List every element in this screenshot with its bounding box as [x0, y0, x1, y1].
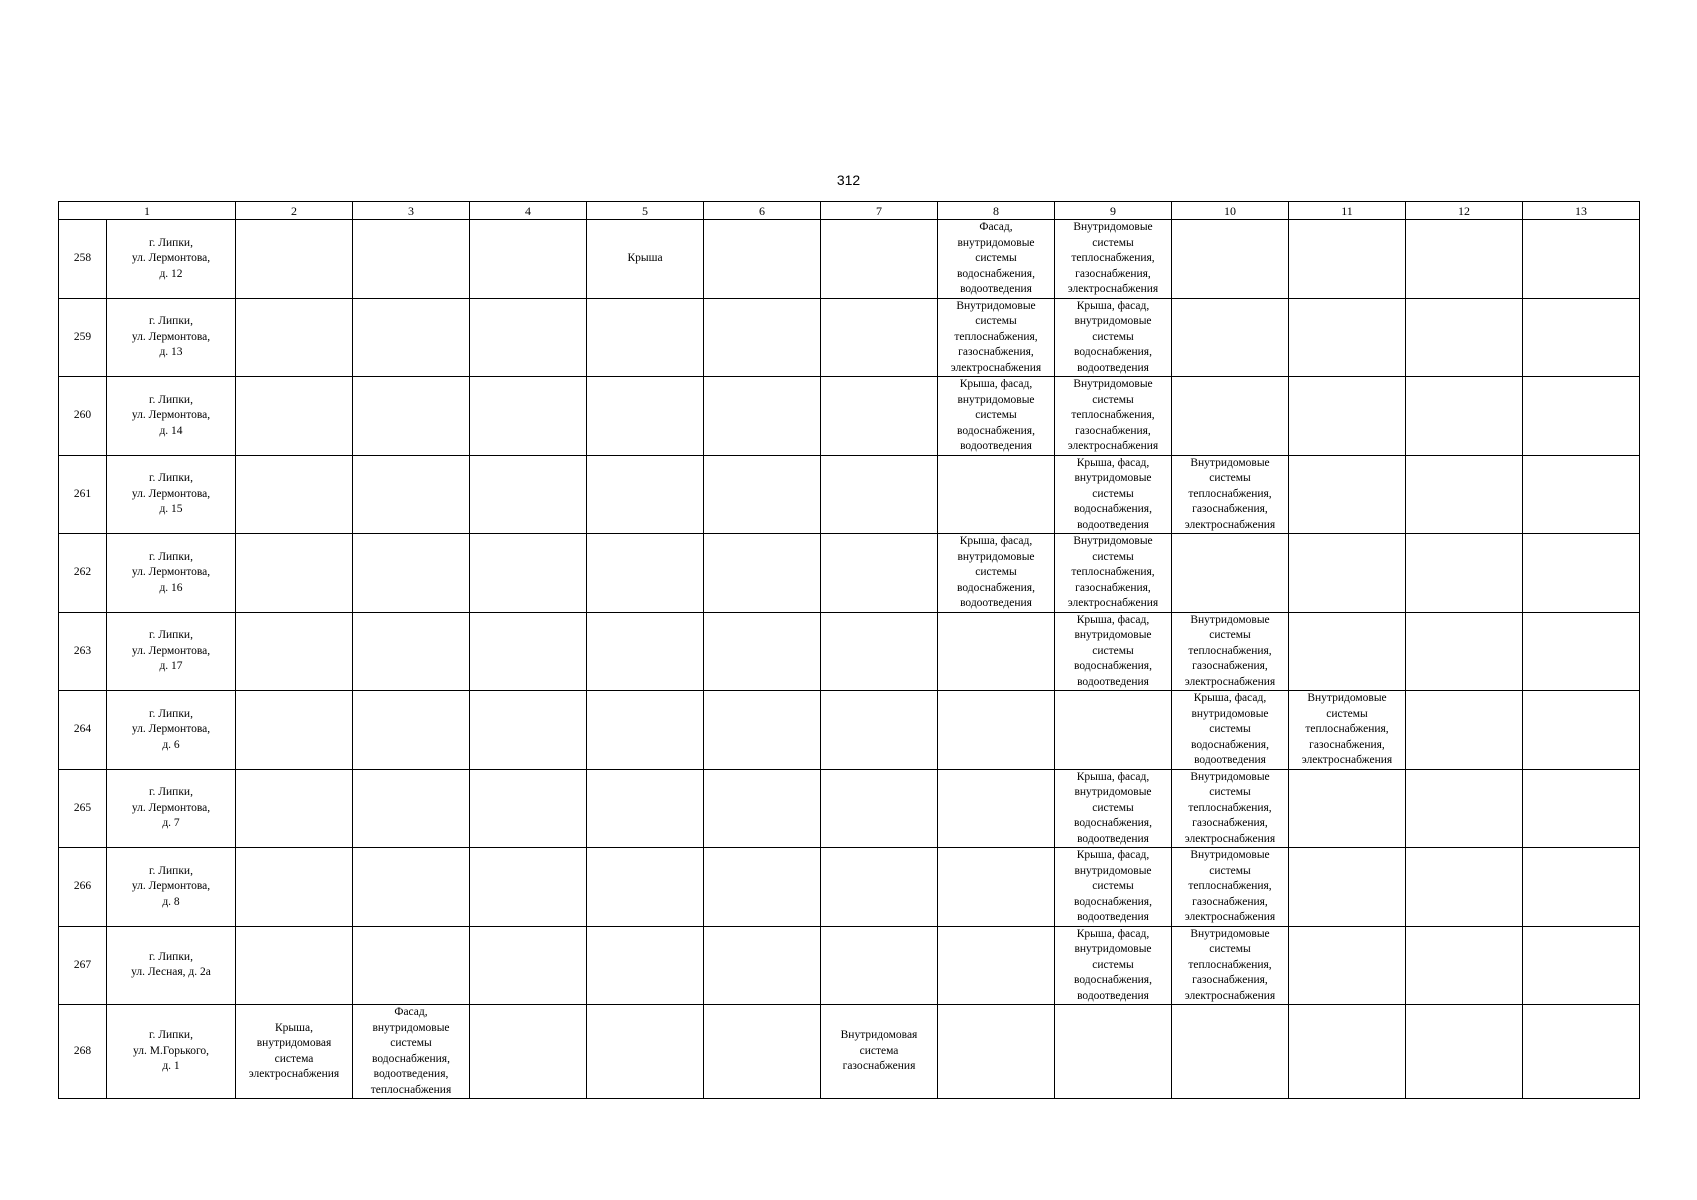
work-cell-col-3	[353, 612, 470, 691]
work-cell-col-4	[470, 926, 587, 1005]
row-number: 258	[59, 220, 107, 299]
row-number: 261	[59, 455, 107, 534]
work-cell-col-8	[938, 1005, 1055, 1099]
work-cell-col-7	[821, 298, 938, 377]
work-cell-col-6	[704, 534, 821, 613]
header-cell-4: 4	[470, 202, 587, 220]
row-number: 264	[59, 691, 107, 770]
work-cell-col-5	[587, 769, 704, 848]
work-cell-col-6	[704, 691, 821, 770]
work-cell-col-11	[1289, 298, 1406, 377]
work-cell-col-11	[1289, 769, 1406, 848]
work-cell-col-6	[704, 377, 821, 456]
work-cell-col-8	[938, 926, 1055, 1005]
work-cell-col-12	[1406, 220, 1523, 299]
address-cell: г. Липки, ул. Лермонтова, д. 7	[107, 769, 236, 848]
work-cell-col-6	[704, 926, 821, 1005]
work-cell-col-5	[587, 534, 704, 613]
work-cell-col-10	[1172, 377, 1289, 456]
table-row	[59, 926, 1640, 1005]
work-cell-col-5	[587, 612, 704, 691]
work-cell-col-3	[353, 455, 470, 534]
header-cell-8: 8	[938, 202, 1055, 220]
work-cell-col-2	[236, 534, 353, 613]
work-cell-col-7	[821, 534, 938, 613]
work-cell-col-9	[1055, 1005, 1172, 1099]
work-cell-col-6	[704, 298, 821, 377]
work-cell-col-5: Крыша	[587, 220, 704, 299]
work-cell-col-10	[1172, 1005, 1289, 1099]
work-cell-col-11	[1289, 926, 1406, 1005]
row-number: 266	[59, 848, 107, 927]
work-cell-col-10	[1172, 298, 1289, 377]
work-cell-col-8	[938, 455, 1055, 534]
work-cell-col-7	[821, 220, 938, 299]
work-cell-col-12	[1406, 926, 1523, 1005]
work-cell-col-13	[1523, 534, 1640, 613]
work-cell-col-9: Внутридомовые системы теплоснабжения, газоснабжения, электроснабжения	[1055, 220, 1172, 299]
row-number: 262	[59, 534, 107, 613]
table-row	[59, 534, 1640, 613]
work-cell-col-2	[236, 377, 353, 456]
work-cell-col-6	[704, 1005, 821, 1099]
work-cell-col-9: Крыша, фасад, внутридомовые системы водоснабжения, водоотведения	[1055, 769, 1172, 848]
work-cell-col-13	[1523, 691, 1640, 770]
work-cell-col-7	[821, 377, 938, 456]
header-cell-11: 11	[1289, 202, 1406, 220]
work-cell-col-5	[587, 377, 704, 456]
work-cell-col-8	[938, 691, 1055, 770]
work-cell-col-3	[353, 534, 470, 613]
address-cell: г. Липки, ул. Лесная, д. 2а	[107, 926, 236, 1005]
table-row	[59, 848, 1640, 927]
work-cell-col-9: Крыша, фасад, внутридомовые системы водоснабжения, водоотведения	[1055, 848, 1172, 927]
work-cell-col-3	[353, 220, 470, 299]
address-cell: г. Липки, ул. Лермонтова, д. 8	[107, 848, 236, 927]
row-number: 259	[59, 298, 107, 377]
work-cell-col-11	[1289, 1005, 1406, 1099]
work-cell-col-7	[821, 769, 938, 848]
work-cell-col-2	[236, 848, 353, 927]
work-cell-col-6	[704, 769, 821, 848]
work-cell-col-10: Внутридомовые системы теплоснабжения, газоснабжения, электроснабжения	[1172, 612, 1289, 691]
table-row	[59, 377, 1640, 456]
work-cell-col-3	[353, 926, 470, 1005]
work-cell-col-12	[1406, 534, 1523, 613]
work-cell-col-3	[353, 769, 470, 848]
work-cell-col-13	[1523, 848, 1640, 927]
header-cell-6: 6	[704, 202, 821, 220]
work-cell-col-6	[704, 848, 821, 927]
work-cell-col-11	[1289, 534, 1406, 613]
work-cell-col-2	[236, 769, 353, 848]
work-cell-col-6	[704, 455, 821, 534]
work-cell-col-9: Крыша, фасад, внутридомовые системы водоснабжения, водоотведения	[1055, 298, 1172, 377]
row-number: 265	[59, 769, 107, 848]
address-cell: г. Липки, ул. Лермонтова, д. 15	[107, 455, 236, 534]
work-cell-col-10	[1172, 220, 1289, 299]
address-cell: г. Липки, ул. Лермонтова, д. 6	[107, 691, 236, 770]
address-cell: г. Липки, ул. Лермонтова, д. 14	[107, 377, 236, 456]
table-row	[59, 612, 1640, 691]
header-cell-3: 3	[353, 202, 470, 220]
work-cell-col-10: Внутридомовые системы теплоснабжения, газоснабжения, электроснабжения	[1172, 455, 1289, 534]
work-cell-col-9: Внутридомовые системы теплоснабжения, газоснабжения, электроснабжения	[1055, 377, 1172, 456]
work-cell-col-11	[1289, 455, 1406, 534]
work-cell-col-5	[587, 926, 704, 1005]
work-cell-col-9: Крыша, фасад, внутридомовые системы водоснабжения, водоотведения	[1055, 455, 1172, 534]
header-cell-1: 1	[59, 202, 236, 220]
work-cell-col-13	[1523, 926, 1640, 1005]
table-row	[59, 691, 1640, 770]
work-cell-col-5	[587, 298, 704, 377]
work-cell-col-11: Внутридомовые системы теплоснабжения, газоснабжения, электроснабжения	[1289, 691, 1406, 770]
work-cell-col-8	[938, 612, 1055, 691]
table-row	[59, 298, 1640, 377]
table-row	[59, 1005, 1640, 1099]
work-cell-col-3	[353, 848, 470, 927]
work-cell-col-3	[353, 298, 470, 377]
capital-repair-table	[58, 201, 1640, 1099]
work-cell-col-2	[236, 298, 353, 377]
work-cell-col-3	[353, 377, 470, 456]
work-cell-col-12	[1406, 612, 1523, 691]
work-cell-col-7	[821, 612, 938, 691]
work-cell-col-9: Крыша, фасад, внутридомовые системы водоснабжения, водоотведения	[1055, 612, 1172, 691]
work-cell-col-2: Крыша, внутридомовая система электроснабжения	[236, 1005, 353, 1099]
work-cell-col-11	[1289, 220, 1406, 299]
address-cell: г. Липки, ул. М.Горького, д. 1	[107, 1005, 236, 1099]
work-cell-col-3	[353, 691, 470, 770]
work-cell-col-9	[1055, 691, 1172, 770]
work-cell-col-12	[1406, 455, 1523, 534]
work-cell-col-4	[470, 612, 587, 691]
work-cell-col-12	[1406, 298, 1523, 377]
address-cell: г. Липки, ул. Лермонтова, д. 12	[107, 220, 236, 299]
work-cell-col-2	[236, 691, 353, 770]
work-cell-col-12	[1406, 1005, 1523, 1099]
address-cell: г. Липки, ул. Лермонтова, д. 13	[107, 298, 236, 377]
work-cell-col-11	[1289, 377, 1406, 456]
header-cell-13: 13	[1523, 202, 1640, 220]
work-cell-col-8	[938, 769, 1055, 848]
work-cell-col-7	[821, 848, 938, 927]
work-cell-col-2	[236, 455, 353, 534]
header-cell-7: 7	[821, 202, 938, 220]
table-row	[59, 220, 1640, 299]
work-cell-col-2	[236, 612, 353, 691]
header-cell-9: 9	[1055, 202, 1172, 220]
work-cell-col-4	[470, 377, 587, 456]
work-cell-col-10: Крыша, фасад, внутридомовые системы водоснабжения, водоотведения	[1172, 691, 1289, 770]
work-cell-col-10: Внутридомовые системы теплоснабжения, газоснабжения, электроснабжения	[1172, 769, 1289, 848]
address-cell: г. Липки, ул. Лермонтова, д. 17	[107, 612, 236, 691]
row-number: 268	[59, 1005, 107, 1099]
work-cell-col-10: Внутридомовые системы теплоснабжения, газоснабжения, электроснабжения	[1172, 848, 1289, 927]
work-cell-col-7: Внутридомовая система газоснабжения	[821, 1005, 938, 1099]
work-cell-col-4	[470, 220, 587, 299]
header-row	[59, 202, 1640, 220]
work-cell-col-13	[1523, 377, 1640, 456]
work-cell-col-8: Фасад, внутридомовые системы водоснабжения, водоотведения	[938, 220, 1055, 299]
work-cell-col-2	[236, 926, 353, 1005]
work-cell-col-5	[587, 455, 704, 534]
work-cell-col-13	[1523, 298, 1640, 377]
header-cell-5: 5	[587, 202, 704, 220]
work-cell-col-11	[1289, 848, 1406, 927]
table-row	[59, 455, 1640, 534]
work-cell-col-8	[938, 848, 1055, 927]
table-row	[59, 769, 1640, 848]
work-cell-col-6	[704, 612, 821, 691]
work-cell-col-10	[1172, 534, 1289, 613]
work-cell-col-13	[1523, 1005, 1640, 1099]
work-cell-col-4	[470, 1005, 587, 1099]
work-cell-col-4	[470, 848, 587, 927]
row-number: 267	[59, 926, 107, 1005]
work-cell-col-3: Фасад, внутридомовые системы водоснабжения, водоотведения, теплоснабжения	[353, 1005, 470, 1099]
work-cell-col-11	[1289, 612, 1406, 691]
work-cell-col-13	[1523, 455, 1640, 534]
address-cell: г. Липки, ул. Лермонтова, д. 16	[107, 534, 236, 613]
page-number: 312	[836, 172, 861, 188]
work-cell-col-7	[821, 455, 938, 534]
work-cell-col-5	[587, 1005, 704, 1099]
work-cell-col-12	[1406, 848, 1523, 927]
work-cell-col-2	[236, 220, 353, 299]
work-cell-col-5	[587, 848, 704, 927]
work-cell-col-8: Крыша, фасад, внутридомовые системы водоснабжения, водоотведения	[938, 377, 1055, 456]
work-cell-col-4	[470, 769, 587, 848]
work-cell-col-10: Внутридомовые системы теплоснабжения, газоснабжения, электроснабжения	[1172, 926, 1289, 1005]
work-cell-col-12	[1406, 691, 1523, 770]
work-cell-col-13	[1523, 220, 1640, 299]
work-cell-col-12	[1406, 377, 1523, 456]
work-cell-col-9: Внутридомовые системы теплоснабжения, газоснабжения, электроснабжения	[1055, 534, 1172, 613]
header-cell-10: 10	[1172, 202, 1289, 220]
work-cell-col-8: Крыша, фасад, внутридомовые системы водоснабжения, водоотведения	[938, 534, 1055, 613]
header-cell-12: 12	[1406, 202, 1523, 220]
work-cell-col-13	[1523, 769, 1640, 848]
work-cell-col-7	[821, 691, 938, 770]
work-cell-col-4	[470, 534, 587, 613]
work-cell-col-5	[587, 691, 704, 770]
work-cell-col-13	[1523, 612, 1640, 691]
row-number: 260	[59, 377, 107, 456]
work-cell-col-4	[470, 298, 587, 377]
work-cell-col-6	[704, 220, 821, 299]
work-cell-col-7	[821, 926, 938, 1005]
work-cell-col-4	[470, 691, 587, 770]
header-cell-2: 2	[236, 202, 353, 220]
work-cell-col-12	[1406, 769, 1523, 848]
work-cell-col-9: Крыша, фасад, внутридомовые системы водоснабжения, водоотведения	[1055, 926, 1172, 1005]
work-cell-col-8: Внутридомовые системы теплоснабжения, газоснабжения, электроснабжения	[938, 298, 1055, 377]
work-cell-col-4	[470, 455, 587, 534]
row-number: 263	[59, 612, 107, 691]
